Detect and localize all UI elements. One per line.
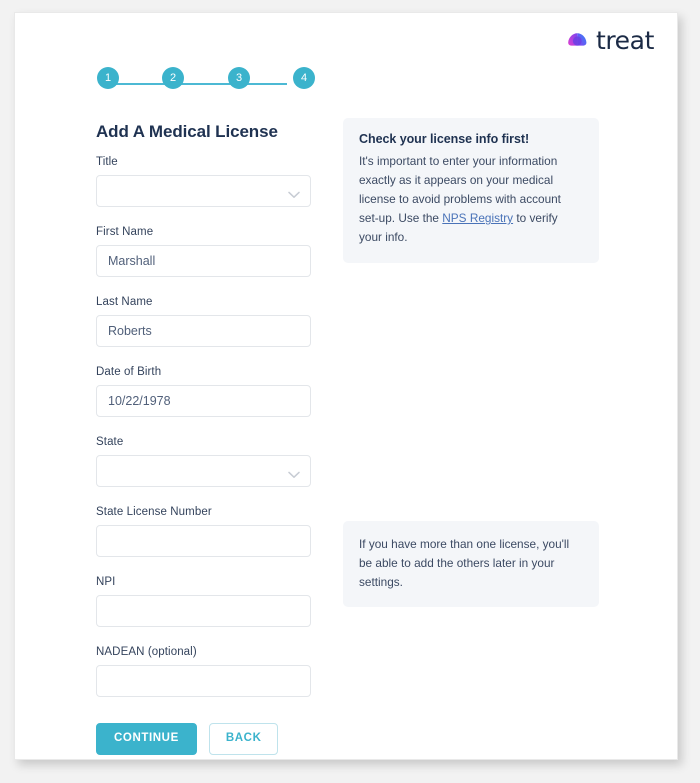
field-state-license-number	[96, 506, 311, 557]
field-label-title: Title	[96, 156, 118, 168]
form-actions	[96, 723, 278, 755]
field-label-first-name: First Name	[96, 226, 154, 238]
info-box-multiple-licenses	[343, 521, 599, 607]
field-label-state: State	[96, 436, 124, 448]
stepper-step-4[interactable]: 4	[293, 67, 315, 89]
info-body-part-2: to verify your info.	[359, 211, 558, 245]
field-state	[96, 436, 311, 487]
nps-registry-link[interactable]: NPS Registry	[442, 211, 514, 226]
stepper-step-3[interactable]: 3	[228, 67, 250, 89]
nadean-input[interactable]	[96, 665, 311, 697]
progress-stepper	[81, 67, 311, 101]
field-nadean	[96, 646, 311, 697]
field-title	[96, 156, 311, 207]
info-box-title: Check your license info first!	[359, 132, 530, 146]
field-label-nadean: NADEAN (optional)	[96, 646, 197, 658]
state-license-number-input[interactable]	[96, 525, 311, 557]
state-select-wrapper[interactable]	[96, 455, 311, 487]
info-box-body: If you have more than one license, you'll be able to add the others later in your settings.	[359, 537, 570, 590]
state-select[interactable]	[96, 455, 311, 487]
first-name-input[interactable]	[96, 245, 311, 277]
title-select-wrapper[interactable]	[96, 175, 311, 207]
last-name-input[interactable]	[96, 315, 311, 347]
brand-name: treat	[595, 26, 654, 55]
continue-button[interactable]: CONTINUE	[96, 723, 197, 755]
onboarding-card	[14, 12, 678, 760]
page-title: Add A Medical License	[96, 122, 278, 141]
field-label-state-license-number: State License Number	[96, 506, 212, 518]
stepper-step-2[interactable]: 2	[162, 67, 184, 89]
field-label-last-name: Last Name	[96, 296, 153, 308]
brand-logo	[566, 28, 654, 53]
field-label-npi: NPI	[96, 576, 116, 588]
field-label-date-of-birth: Date of Birth	[96, 366, 162, 378]
stepper-step-1[interactable]: 1	[97, 67, 119, 89]
info-box-license-check	[343, 118, 599, 263]
stepper-connector-line	[107, 83, 287, 85]
field-last-name	[96, 296, 311, 347]
treat-logo-icon	[566, 29, 589, 52]
field-first-name	[96, 226, 311, 277]
medical-license-form	[96, 156, 311, 716]
field-npi	[96, 576, 311, 627]
npi-input[interactable]	[96, 595, 311, 627]
field-date-of-birth	[96, 366, 311, 417]
info-box-body	[359, 152, 583, 248]
info-body-part-1: It's important to enter your information exactly as it appears on your medical license to avoid problems with account set-up. Use the	[359, 154, 561, 226]
date-of-birth-input[interactable]	[96, 385, 311, 417]
back-button[interactable]: BACK	[209, 723, 279, 755]
title-select[interactable]	[96, 175, 311, 207]
